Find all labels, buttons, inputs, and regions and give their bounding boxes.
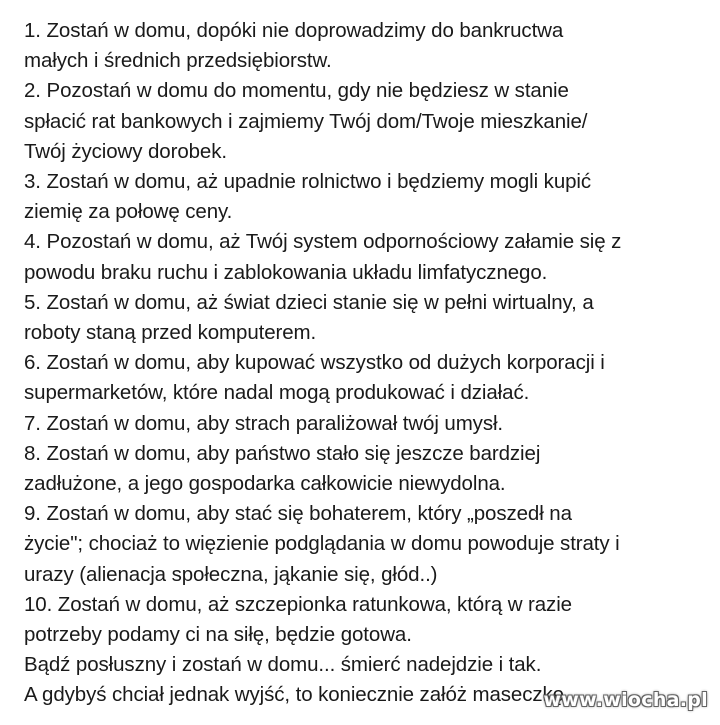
- text-line: 5. Zostań w domu, aż świat dzieci stanie się w pełni wirtualny, a: [24, 290, 594, 314]
- text-line: 3. Zostań w domu, aż upadnie rolnictwo i będziemy mogli kupić: [24, 170, 592, 194]
- text-line: roboty staną przed komputerem.: [24, 321, 317, 345]
- text-line: małych i średnich przedsiębiorstw.: [24, 49, 332, 73]
- text-line: ziemię za połowę ceny.: [24, 200, 233, 224]
- text-line: 1. Zostań w domu, dopóki nie doprowadzimy do bankructwa: [24, 19, 564, 42]
- text-line: urazy (alienacja społeczna, jąkanie się, głód..): [24, 562, 438, 586]
- text-line: 8. Zostań w domu, aby państwo stało się jeszcze bardziej: [24, 441, 541, 465]
- text-line: 4. Pozostań w domu, aż Twój system odpornościowy załamie się z: [24, 230, 622, 254]
- text-line: 10. Zostań w domu, aż szczepionka ratunkowa, którą w razie: [24, 592, 572, 616]
- text-line: 7. Zostań w domu, aby strach paraliżował twój umysł.: [24, 411, 504, 435]
- text-line: Bądź posłuszny i zostań w domu... śmierć nadejdzie i tak.: [24, 653, 542, 677]
- text-line: A gdybyś chciał jednak wyjść, to koniecznie załóż maseczkę.: [24, 683, 570, 707]
- text-line: 2. Pozostań w domu do momentu, gdy nie będziesz w stanie: [24, 79, 569, 103]
- text-line: spłacić rat bankowych i zajmiemy Twój dom/Twoje mieszkanie/: [24, 109, 588, 133]
- text-line: 9. Zostań w domu, aby stać się bohaterem, który „poszedł na: [24, 502, 572, 526]
- document-text: [24, 16, 714, 711]
- text-line: powodu braku ruchu i zablokowania układu limfatycznego.: [24, 260, 548, 284]
- text-line: potrzeby podamy ci na siłę, będzie gotowa.: [24, 623, 412, 647]
- text-line: zadłużone, a jego gospodarka całkowicie niewydolna.: [24, 472, 506, 496]
- watermark-text: www.wiocha.pl: [543, 689, 708, 711]
- text-line: życie"; chociaż to więzienie podglądania w domu powoduje straty i: [24, 532, 620, 556]
- text-line: Twój życiowy dorobek.: [24, 139, 227, 163]
- text-line: supermarketów, które nadal mogą produkować i działać.: [24, 381, 530, 405]
- text-line: 6. Zostań w domu, aby kupować wszystko od dużych korporacji i: [24, 351, 605, 375]
